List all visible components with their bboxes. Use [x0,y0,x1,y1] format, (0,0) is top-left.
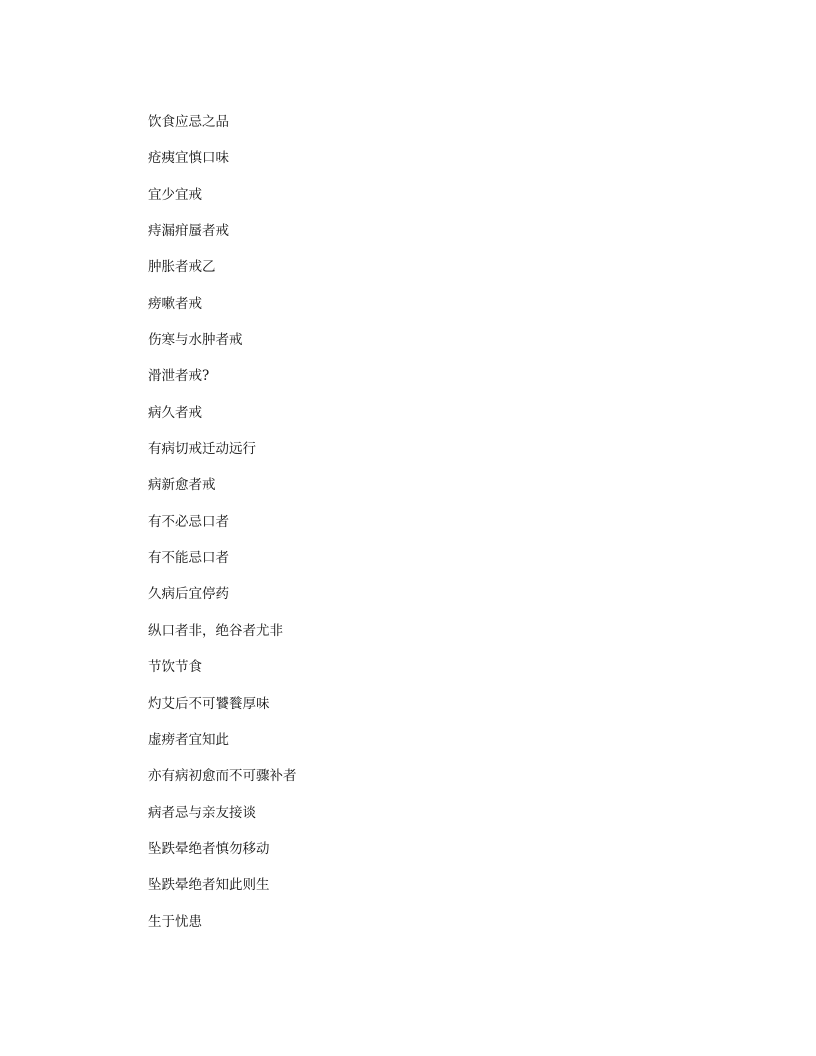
entry-line: 饮食应忌之品 [148,114,229,130]
entry-line: 有不必忌口者 [148,513,229,530]
entry-line: 病新愈者戒 [148,477,216,494]
entry-line: 坠跌晕绝者知此则生 [148,877,270,894]
entry-list [148,113,297,949]
entry-line: 生于忧患 [148,913,202,930]
entry-line: 节饮节食 [148,659,202,676]
entry-line: 宜少宜戒 [148,186,202,203]
entry-line: 久病后宜停药 [148,586,229,603]
entry-line: 有不能忌口者 [148,550,229,567]
entry-line: 坠跌晕绝者慎勿移动 [148,840,270,857]
entry-line: 亦有病初愈而不可骤补者 [148,768,297,785]
entry-line: 痨嗽者戒 [148,295,202,312]
entry-line: 纵口者非，绝谷者尤非 [148,622,283,639]
entry-line: 痔漏疳蜃者戒 [148,223,229,240]
entry-line: 病者忌与亲友接谈 [148,804,256,821]
entry-line: 肿胀者戒乙 [148,259,216,276]
entry-line: 有病切戒迁动远行 [148,441,256,458]
entry-line: 灼艾后不可饕餮厚味 [148,695,270,712]
entry-line: 疮痍宜慎口味 [148,150,229,167]
entry-line: 病久者戒 [148,404,202,421]
entry-line: 滑泄者戒? [148,368,210,385]
entry-line: 伤寒与水肿者戒 [148,332,243,349]
entry-line: 虚痨者宜知此 [148,731,229,748]
